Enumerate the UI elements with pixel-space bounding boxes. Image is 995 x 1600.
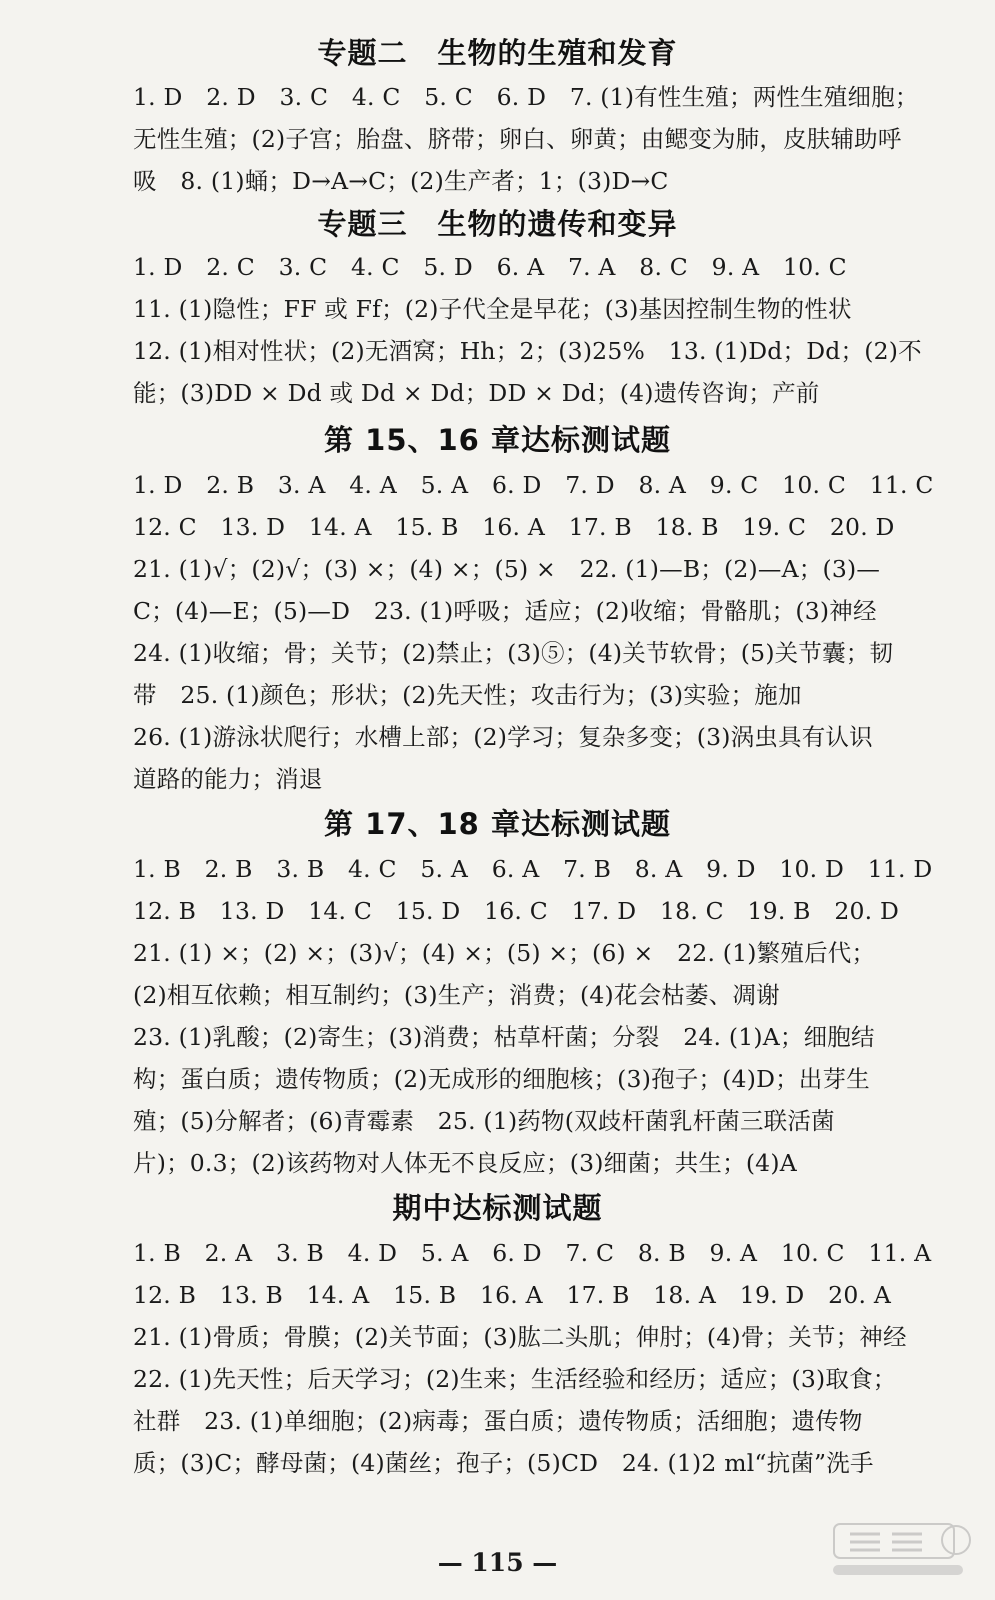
answer-line: 社群 23. (1)单细胞；(2)病毒；蛋白质；遗传物质；活细胞；遗传物 (133, 1407, 863, 1435)
answer-line: 1. D 2. B 3. A 4. A 5. A 6. D 7. D 8. A 9. C 10. C 11. C (133, 471, 934, 499)
answer-line: 能；(3)DD × Dd 或 Dd × Dd；DD × Dd；(4)遗传咨询；产前 (133, 379, 820, 407)
answer-line: 22. (1)先天性；后天学习；(2)生来；生活经验和经历；适应；(3)取食； (133, 1365, 897, 1393)
answer-line: 12. B 13. B 14. A 15. B 16. A 17. B 18. A 19. D 20. A (133, 1281, 891, 1309)
section-heading-topic-2: 专题二 生物的生殖和发育 (317, 36, 678, 70)
section-heading-midterm-test: 期中达标测试题 (392, 1191, 603, 1225)
answer-line: 片)；0.3；(2)该药物对人体无不良反应；(3)细菌；共生；(4)A (133, 1149, 797, 1177)
answer-line: 11. (1)隐性；FF 或 Ff；(2)子代全是早花；(3)基因控制生物的性状 (133, 295, 852, 323)
answer-line: 殖；(5)分解者；(6)青霉素 25. (1)药物(双歧杆菌乳杆菌三联活菌 (133, 1107, 835, 1135)
answer-line: 23. (1)乳酸；(2)寄生；(3)消费；枯草杆菌；分裂 24. (1)A；细胞结 (133, 1023, 875, 1051)
answer-line: 吸 8. (1)蛹；D→A→C；(2)生产者；1；(3)D→C (133, 167, 669, 195)
section-heading-chapter-17-18-test: 第 17、18 章达标测试题 (324, 807, 671, 841)
answer-line: 21. (1) ×；(2) ×；(3)√；(4) ×；(5) ×；(6) × 22. (1)繁殖后代； (133, 939, 876, 967)
answer-line: C；(4)—E；(5)—D 23. (1)呼吸；适应；(2)收缩；骨骼肌；(3)神经 (133, 597, 877, 625)
answer-line: 道路的能力；消退 (133, 765, 323, 793)
answer-line: 26. (1)游泳状爬行；水槽上部；(2)学习；复杂多变；(3)涡虫具有认识 (133, 723, 873, 751)
answer-line: 21. (1)骨质；骨膜；(2)关节面；(3)肱二头肌；伸肘；(4)骨；关节；神经 (133, 1323, 907, 1351)
answer-line: 1. B 2. A 3. B 4. D 5. A 6. D 7. C 8. B 9. A 10. C 11. A (133, 1239, 932, 1267)
answer-line: 12. C 13. D 14. A 15. B 16. A 17. B 18. B 19. C 20. D (133, 513, 895, 541)
section-heading-topic-3: 专题三 生物的遗传和变异 (317, 207, 678, 241)
answer-line: 24. (1)收缩；骨；关节；(2)禁止；(3)⑤；(4)关节软骨；(5)关节囊；韧 (133, 639, 894, 667)
answer-line: 无性生殖；(2)子宫；胎盘、脐带；卵白、卵黄；由鳃变为肺，皮肤辅助呼 (133, 125, 902, 153)
section-heading-chapter-15-16-test: 第 15、16 章达标测试题 (324, 423, 671, 457)
answer-line: 12. B 13. D 14. C 15. D 16. C 17. D 18. C 19. B 20. D (133, 897, 900, 925)
answer-line: 1. D 2. C 3. C 4. C 5. D 6. A 7. A 8. C 9. A 10. C (133, 253, 847, 281)
answer-line: 质；(3)C；酵母菌；(4)菌丝；孢子；(5)CD 24. (1)2 ml“抗菌”洗手 (133, 1449, 874, 1477)
watermark-logo-icon (830, 1520, 975, 1588)
answer-line: 带 25. (1)颜色；形状；(2)先天性；攻击行为；(3)实验；施加 (133, 681, 802, 709)
page-number: — 115 — (437, 1548, 558, 1577)
answer-line: 21. (1)√；(2)√；(3) ×；(4) ×；(5) × 22. (1)—B；(2)—A；(3)— (133, 555, 881, 583)
answer-line: (2)相互依赖；相互制约；(3)生产；消费；(4)花会枯萎、凋谢 (133, 981, 780, 1009)
answer-line: 1. B 2. B 3. B 4. C 5. A 6. A 7. B 8. A 9. D 10. D 11. D (133, 855, 933, 883)
watermark-logo (830, 1520, 975, 1588)
answer-line: 构；蛋白质；遗传物质；(2)无成形的细胞核；(3)孢子；(4)D；出芽生 (133, 1065, 870, 1093)
answer-line: 12. (1)相对性状；(2)无酒窝；Hh；2；(3)25% 13. (1)Dd；Dd；(2)不 (133, 337, 922, 365)
answer-line: 1. D 2. D 3. C 4. C 5. C 6. D 7. (1)有性生殖；两性生殖细胞； (133, 83, 919, 111)
